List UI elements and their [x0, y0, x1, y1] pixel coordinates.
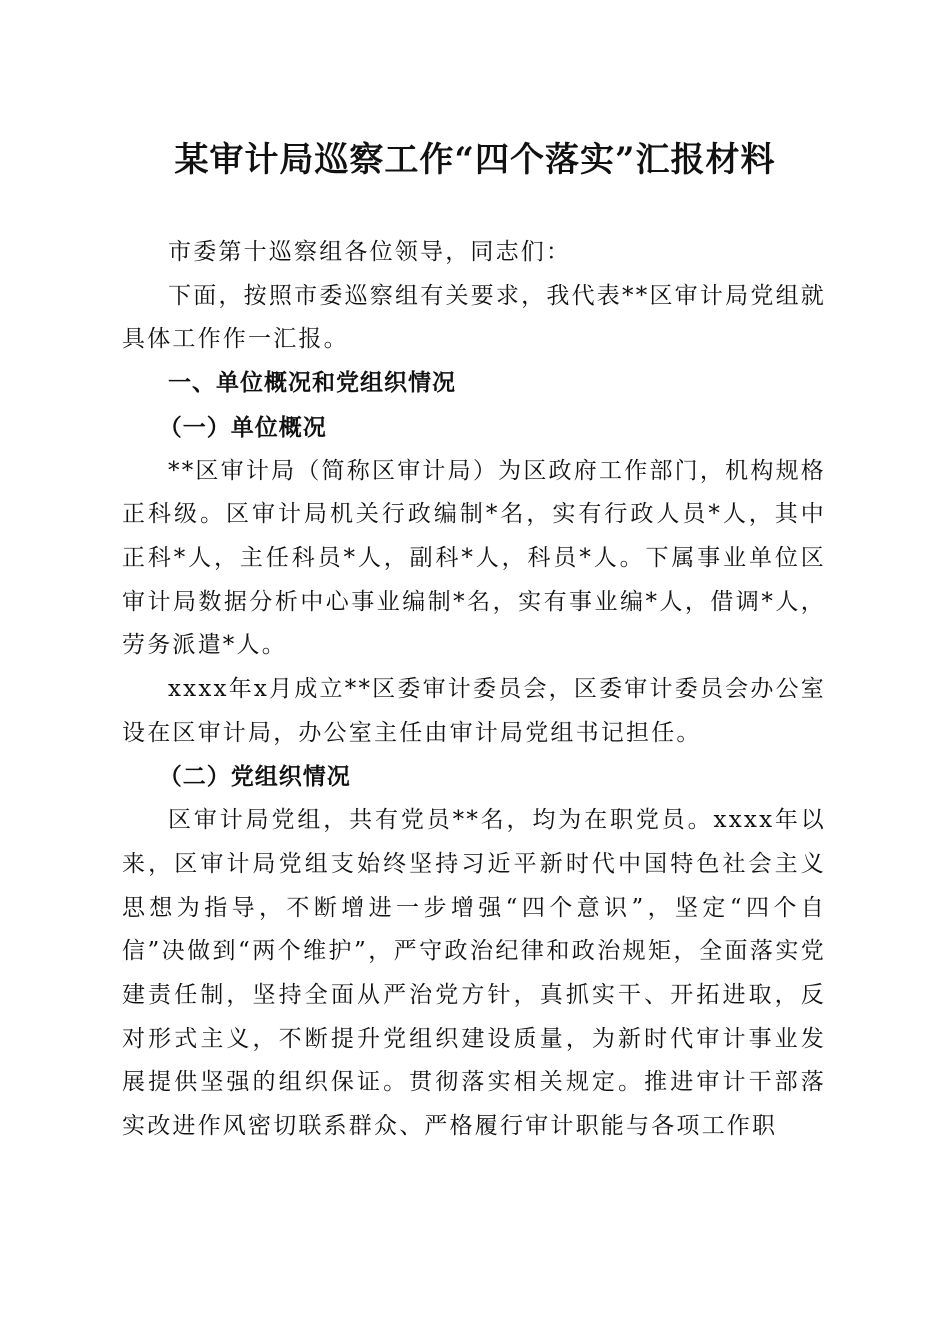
committee-paragraph: xxxx年x月成立**区委审计委员会，区委审计委员会办公室设在区审计局，办公室主任由审计局党组书记担任。	[122, 676, 826, 746]
document-body	[122, 231, 826, 1149]
section-heading-1: 一、单位概况和党组织情况	[168, 370, 456, 397]
intro-paragraph: 下面，按照市委巡察组有关要求，我代表**区审计局党组就具体工作作一汇报。	[122, 282, 826, 353]
salutation: 市委第十巡察组各位领导，同志们：	[168, 239, 572, 265]
party-organization-paragraph: 区审计局党组，共有党员**名，均为在职党员。xxxx年以来，区审计局党组支始终坚持习近平新时代中国特色社会主义思想为指导，不断增进一步增强“四个意识”，坚定“四个自信”决做到“两个维护”，严守政治纪律和政治规矩，全面落实党建责任制，坚持全面从严治党方针，真抓实干、开拓进取，反对形式主义，不断提升党组织建设质量，为新时代审计事业发展提供坚强的组织保证。贯彻落实相关规定。推进审计干部落实改进作风密切联系群众、严格履行审计职能与各项工作职	[122, 807, 826, 1140]
subsection-heading-1: （一）单位概况	[158, 413, 327, 441]
subsection-heading-2: （二）党组织情况	[158, 763, 351, 791]
unit-overview-paragraph: **区审计局（简称区审计局）为区政府工作部门，机构规格正科级。区审计局机关行政编制*名，实有行政人员*人，其中正科*人，主任科员*人，副科*人，科员*人。下属事业单位区审计局数据分析中心事业编制*名，实有事业编*人，借调*人，劳务派遣*人。	[122, 457, 826, 659]
document-title: 某审计局巡察工作“四个落实”汇报材料	[174, 140, 776, 180]
